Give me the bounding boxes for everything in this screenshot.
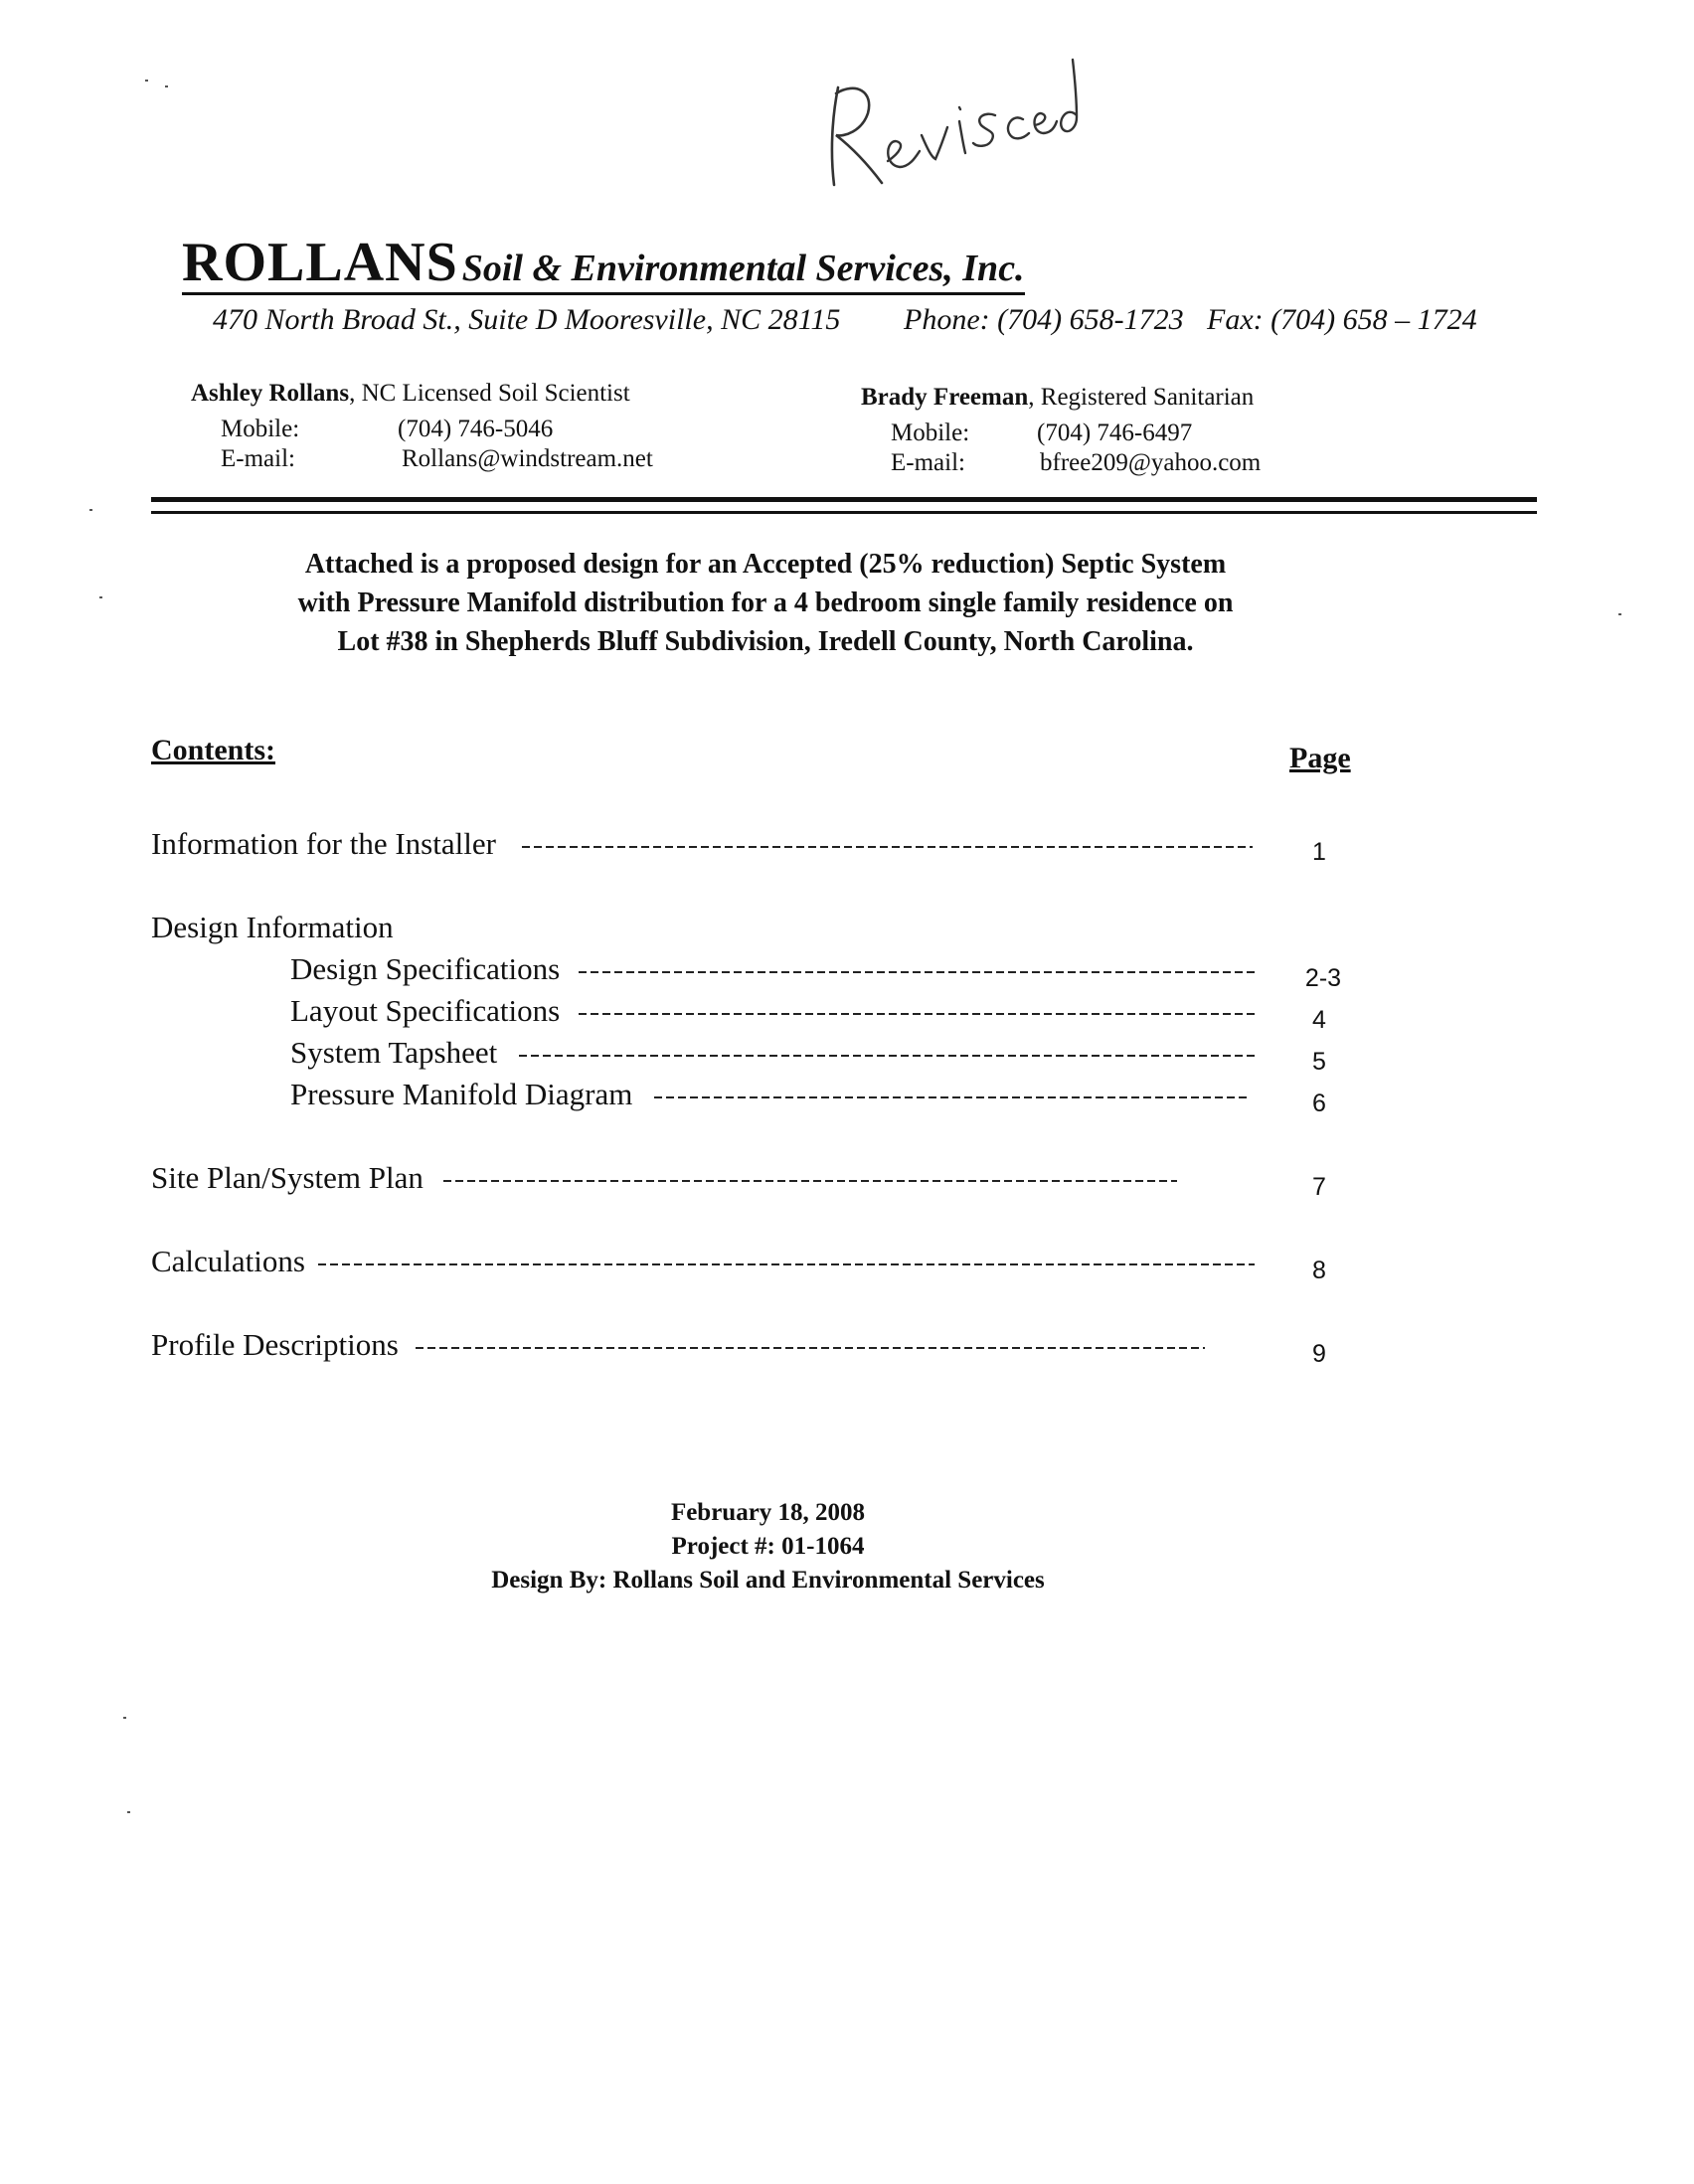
toc-leader-dashes [318, 1251, 1263, 1270]
toc-page-number: 5 [1312, 1048, 1326, 1076]
scan-speck [99, 596, 102, 598]
email-label: E-mail: [891, 449, 965, 476]
toc-page-number: 2-3 [1304, 964, 1342, 992]
company-phone: Phone: (704) 658-1723 [904, 303, 1184, 336]
document-footer [398, 1496, 1138, 1597]
toc-entry-label: Pressure Manifold Diagram [290, 1077, 633, 1111]
company-address-line [213, 303, 1477, 337]
toc-leader-dashes [443, 1167, 1179, 1187]
mobile-number: (704) 746-6497 [1037, 420, 1193, 446]
designed-by: Design By: Rollans Soil and Environmental Services [491, 1567, 1045, 1594]
toc-page-number: 6 [1312, 1090, 1326, 1117]
document-date: February 18, 2008 [670, 1499, 866, 1526]
intro-line: Attached is a proposed design for an Accepted (25% reduction) Septic System [304, 549, 1227, 580]
toc-page-number: 8 [1312, 1257, 1326, 1284]
header-divider-thin [151, 511, 1537, 514]
contact-heading [191, 380, 748, 410]
email-address: Rollans@windstream.net [402, 445, 653, 472]
company-name-subtitle: Soil & Environmental Services, Inc. [461, 248, 1025, 289]
handwritten-revised-annotation [810, 58, 1089, 197]
toc-page-number: 1 [1312, 838, 1326, 866]
company-name-main: ROLLANS [182, 232, 458, 293]
email-address: bfree209@yahoo.com [1040, 449, 1262, 476]
company-address: 470 North Broad St., Suite D Mooresville, NC 28115 [213, 303, 841, 336]
company-fax: Fax: (704) 658 – 1724 [1207, 303, 1477, 336]
project-number: Project #: 01-1064 [671, 1533, 865, 1560]
toc-page-number: 9 [1312, 1340, 1326, 1368]
page-column-heading: Page [1289, 742, 1351, 774]
toc-entry-label: Layout Specifications [290, 993, 561, 1028]
toc-leader-dashes [579, 1000, 1265, 1020]
contact-email-row [861, 449, 1418, 479]
contact-mobile-row [191, 416, 748, 445]
contents-heading: Contents: [151, 734, 275, 766]
toc-entry-label: System Tapsheet [290, 1035, 498, 1070]
scan-speck [165, 85, 168, 87]
scan-speck [1618, 613, 1621, 615]
toc-entry-label: Profile Descriptions [151, 1327, 399, 1362]
toc-entry-label: Site Plan/System Plan [151, 1160, 424, 1195]
mobile-number: (704) 746-5046 [398, 416, 554, 442]
toc-leader-dashes [522, 833, 1258, 853]
toc-leader-dashes [416, 1334, 1211, 1354]
intro-line: with Pressure Manifold distribution for a 4 bedroom single family residence on [297, 588, 1234, 618]
contact-mobile-row [861, 420, 1418, 449]
toc-leader-dashes [654, 1084, 1261, 1103]
intro-paragraph [179, 545, 1352, 661]
toc-entry-label: Design Specifications [290, 951, 561, 986]
scan-speck [145, 80, 148, 82]
toc-leader-dashes [579, 958, 1265, 978]
toc-section-label: Design Information [151, 910, 394, 944]
header-divider-thick [151, 497, 1537, 502]
contact-brady-freeman [861, 384, 1418, 479]
contact-title: , NC Licensed Soil Scientist [349, 380, 630, 407]
intro-line: Lot #38 in Shepherds Bluff Subdivision, Iredell County, North Carolina. [337, 626, 1194, 657]
toc-entry-label: Information for the Installer [151, 826, 496, 861]
contact-ashley-rollans [191, 380, 748, 475]
contact-email-row [191, 445, 748, 475]
mobile-label: Mobile: [221, 416, 300, 442]
scan-speck [89, 509, 92, 511]
contact-heading [861, 384, 1418, 414]
contact-name: Brady Freeman [861, 384, 1029, 411]
company-name [182, 232, 1025, 295]
scan-speck [127, 1811, 130, 1813]
contact-title: , Registered Sanitarian [1028, 384, 1255, 411]
mobile-label: Mobile: [891, 420, 970, 446]
email-label: E-mail: [221, 445, 295, 472]
toc-page-number: 4 [1312, 1006, 1326, 1034]
toc-leader-dashes [519, 1042, 1265, 1062]
toc-entry-label: Calculations [151, 1244, 305, 1278]
toc-page-number: 7 [1312, 1173, 1326, 1201]
contact-name: Ashley Rollans [191, 380, 350, 407]
scan-speck [123, 1717, 126, 1719]
